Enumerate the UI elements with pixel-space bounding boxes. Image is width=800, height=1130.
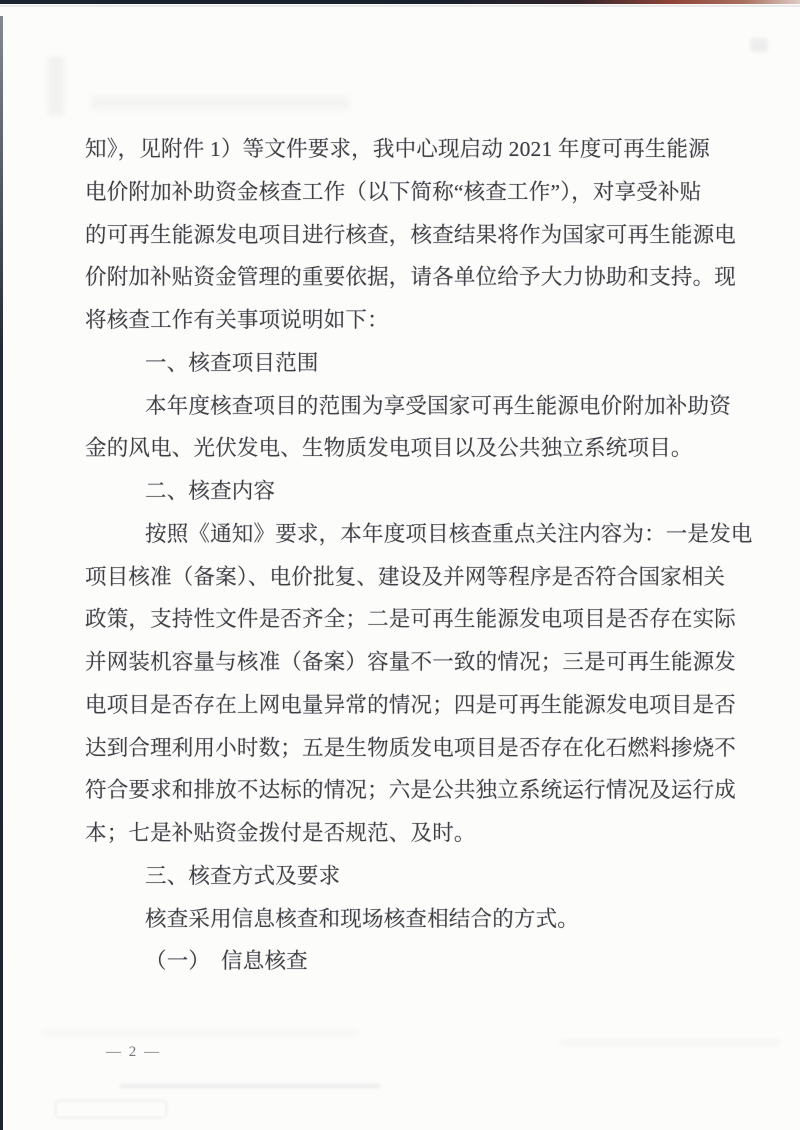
- doc-line: 的可再生能源发电项目进行核查，核查结果将作为国家可再生能源电: [85, 222, 737, 247]
- doc-line: 核查采用信息核查和现场核查相结合的方式。: [145, 906, 580, 931]
- doc-line: 电价附加补助资金核查工作（以下简称“核查工作”），对享受补贴: [85, 179, 702, 204]
- doc-line: 价附加补贴资金管理的重要依据，请各单位给予大力协助和支持。现: [85, 265, 737, 290]
- section-heading: （一） 信息核查: [145, 949, 308, 974]
- scan-smudge: [90, 96, 350, 110]
- scan-edge-left-line: [0, 16, 3, 1130]
- doc-line: 达到合理利用小时数；五是生物质发电项目是否存在化石燃料掺烧不: [85, 735, 737, 760]
- scan-smudge: [750, 38, 768, 52]
- scan-edge-top-line: [0, 0, 800, 4]
- page-number: — 2 —: [106, 1044, 161, 1060]
- doc-line: 本年度核查项目的范围为享受国家可再生能源电价附加补助资: [145, 393, 731, 418]
- scan-smudge: [55, 1100, 167, 1118]
- doc-line: 项目核准（备案）、电价批复、建设及并网等程序是否符合国家相关: [85, 564, 726, 589]
- document-body: [85, 128, 753, 983]
- doc-line: 符合要求和排放不达标的情况；六是公共独立系统运行情况及运行成: [85, 778, 737, 803]
- scan-smudge: [560, 1040, 780, 1045]
- doc-line: 知》，见附件 1）等文件要求，我中心现启动 2021 年度可再生能源: [85, 137, 710, 161]
- doc-line: 并网装机容量与核准（备案）容量不一致的情况；三是可再生能源发: [85, 650, 737, 674]
- doc-line: 电项目是否存在上网电量异常的情况；四是可再生能源发电项目是否: [85, 692, 737, 717]
- scan-smudge: [48, 56, 64, 116]
- scan-smudge: [40, 1030, 360, 1036]
- doc-line: 本；七是补贴资金拨付是否规范、及时。: [85, 821, 476, 845]
- section-heading: 二、核查内容: [145, 479, 276, 503]
- section-heading: 三、核查方式及要求: [145, 863, 341, 888]
- doc-line: 政策，支持性文件是否齐全；二是可再生能源发电项目是否存在实际: [85, 607, 737, 632]
- doc-line: 将核查工作有关事项说明如下：: [85, 308, 389, 332]
- doc-line: 金的风电、光伏发电、生物质发电项目以及公共独立系统项目。: [85, 436, 693, 461]
- scan-smudge: [120, 1084, 380, 1088]
- section-heading: 一、核查项目范围: [145, 350, 319, 375]
- scan-edge-top-shadow: [0, 5, 800, 7]
- doc-line: 按照《通知》要求，本年度项目核查重点关注内容为：一是发电: [145, 521, 753, 546]
